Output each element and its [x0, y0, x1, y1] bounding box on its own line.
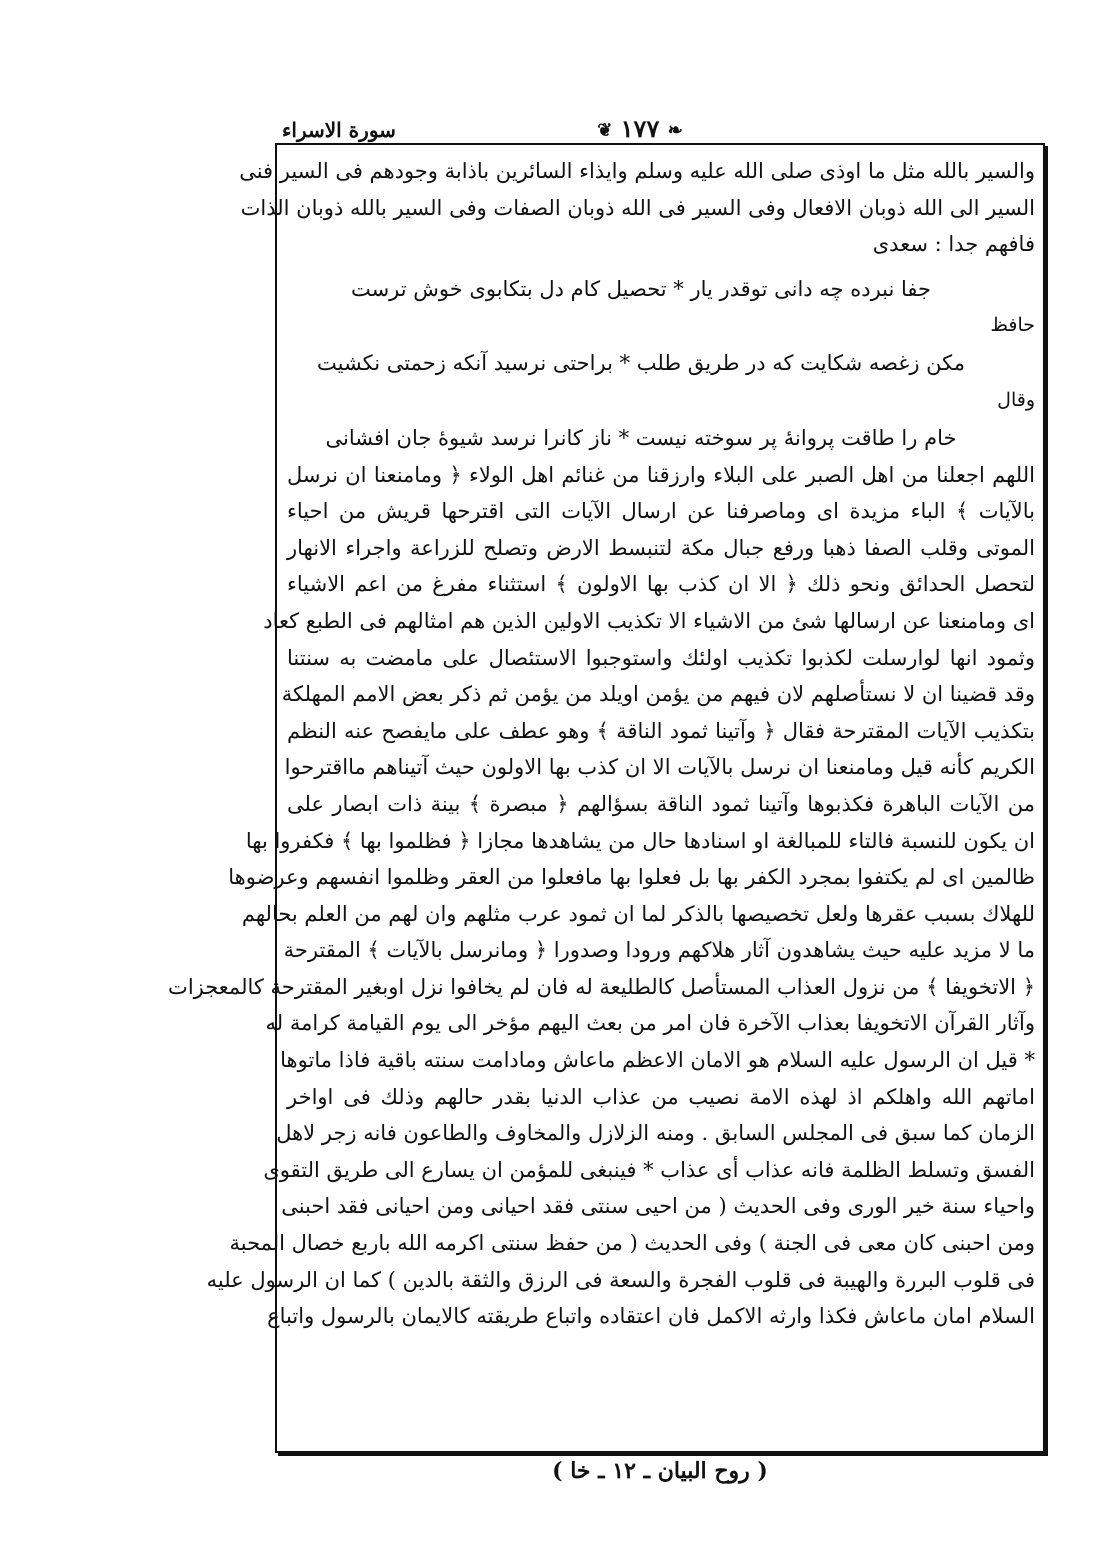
text-frame — [168, 143, 1045, 1453]
text-line: السير الى الله ذوبان الافعال وفى السير فى الله ذوبان الصفات وفى السير بالله ذوبان الذات — [240, 195, 1035, 220]
text-line: الموتى وقلب الصفا ذهبا ورفع جبال مكة لتنبسط الارض وتصلح للزراعة واجراء الانهار — [287, 535, 1035, 560]
page-text — [168, 153, 1035, 1335]
page-number-header — [560, 114, 720, 143]
text-line: للهلاك بسبب عقرها ولعل تخصيصها بالذكر لما ان ثمود عرب مثلهم وان لهم من العلم بحالهم — [241, 901, 1035, 926]
text-line: الفسق وتسلط الظلمة فانه عذاب أى عذاب * فينبغى للمؤمن ان يسارع الى طريق التقوى — [263, 1157, 1035, 1182]
text-line: ان يكون للنسبة فالتاء للمبالغة او اسنادها حال من يشاهدها مجازا ﴿ فظلموا بها ﴾ فكفروا بها — [245, 828, 1035, 853]
text-line: * قيل ان الرسول عليه السلام هو الامان الاعظم ماعاش ومادامت سنته باقية فاذا ماتوها — [280, 1048, 1035, 1073]
text-line: السلام امان ماعاش فكذا وارثه الاكمل فان اعتقاده واتباع طريقته كالايمان بالرسول واتباع — [267, 1304, 1035, 1329]
poem-verse: خام را طاقت پروانهٔ پر سوخته نيست * ناز كانرا نرسد شيوهٔ جان افشانى — [325, 425, 957, 450]
text-line: فافهم جدا : سعدى — [872, 232, 1035, 257]
text-line: وآثار القرآن الاتخويفا بعذاب الآخرة فان امر من بعث اليهم مؤخر الى يوم القيامة كرامة له — [265, 1011, 1035, 1036]
page-number: ١٧٧ — [620, 114, 660, 143]
text-line: الزمان كما سبق فى المجلس السابق . ومنه الزلازل والمخاوف والطاعون فانه زجر لاهل — [276, 1121, 1035, 1146]
poem-verse: جفا نبرده چه دانى توقدر يار * تحصيل كام دل بتكابوى خوش ترست — [350, 276, 932, 301]
text-line: لتحصل الحدائق ونحو ذلك ﴿ الا ان كذب بها الاولون ﴾ استثناء مفرغ من اعم الاشياء — [287, 572, 1035, 597]
text-line: وقد قضينا ان لا نستأصلهم لان فيهم من يؤمن اويلد من يؤمن ثم ذكر بعض الامم المهلكة — [281, 682, 1035, 707]
text-line: والسير بالله مثل ما اوذى صلى الله عليه وسلم وايذاء السائرين باذابة وجودهم فى السير فنى — [239, 159, 1035, 183]
text-line: ومن احبنى كان معى فى الجنة ) وفى الحديث ( من حفظ سنتى اكرمه الله باربع خصال المحبة — [229, 1231, 1035, 1256]
text-line: ظالمين اى لم يكتفوا بمجرد الكفر بها بل فعلوا بها مافعلوا من العقر وظلموا انفسهم وعرضوها — [228, 865, 1035, 890]
poet-attribution: وقال — [997, 388, 1035, 411]
page-signature: ( روح البيان ـ ١٢ ـ خا ) — [552, 1458, 768, 1484]
text-line: وثمود انها لوارسلت لكذبوا تكذيب اولئك واستوجبوا الاستئصال على مامضت به سنتنا — [287, 645, 1035, 670]
text-line: واحياء سنة خير الورى وفى الحديث ( من احيى سنتى فقد احيانى ومن احيانى فقد احبنى — [281, 1194, 1035, 1219]
text-line: اى ومامنعنا عن ارسالها شئ من الاشياء الا تكذيب الاولين الذين هم امثالهم فى الطبع كعاد — [263, 608, 1035, 633]
text-line: الكريم كأنه قيل ومامنعنا ان نرسل بالآيات الا ان كذب بها الاولون حيث آتيناهم مااقترحوا — [284, 755, 1035, 780]
poet-attribution: حافظ — [990, 314, 1035, 337]
text-line: اللهم اجعلنا من اهل الصبر على البلاء وارزقنا من غنائم اهل الولاء ﴿ ومامنعنا ان نرسل — [287, 462, 1035, 487]
text-line: ﴿ الاتخويفا ﴾ من نزول العذاب المستأصل كالطليعة له فان لم يخافوا نزل اوبغير المقترحة كالمعجزات — [168, 974, 1035, 999]
left-ornament-icon: ❦ — [597, 120, 613, 141]
surah-title: سورة الاسراء — [282, 118, 396, 142]
text-line: بتكذيب الآيات المقترحة فقال ﴿ وآتينا ثمود الناقة ﴾ وهو عطف على مايفصح عنه النظم — [287, 718, 1035, 743]
text-line: بالآيات ﴾ الباء مزيدة اى وماصرفنا عن ارسال الآيات التى اقترحها قريش من احياء — [287, 499, 1035, 524]
text-line: من الآيات الباهرة فكذبوها وآتينا ثمود الناقة بسؤالهم ﴿ مبصرة ﴾ بينة ذات ابصار على — [287, 791, 1035, 816]
text-line: ما لا مزيد عليه حيث يشاهدون آثار هلاكهم ورودا وصدورا ﴿ ومانرسل بالآيات ﴾ المقترحة — [283, 938, 1035, 963]
right-ornament-icon: ❧ — [667, 120, 683, 141]
text-line: اماتهم الله واهلكم اذ لهذه الامة نصيب من عذاب الدنيا بقدر حالهم وذلك فى اواخر — [287, 1084, 1035, 1109]
text-line: فى قلوب البررة والهيبة فى قلوب الفجرة والسعة فى الرزق والثقة بالدين ) كما ان الرسول عليه — [206, 1267, 1035, 1292]
poem-verse: مكن زغصه شكايت كه در طريق طلب * براحتى نرسيد آنكه زحمتى نكشيت — [316, 351, 966, 376]
